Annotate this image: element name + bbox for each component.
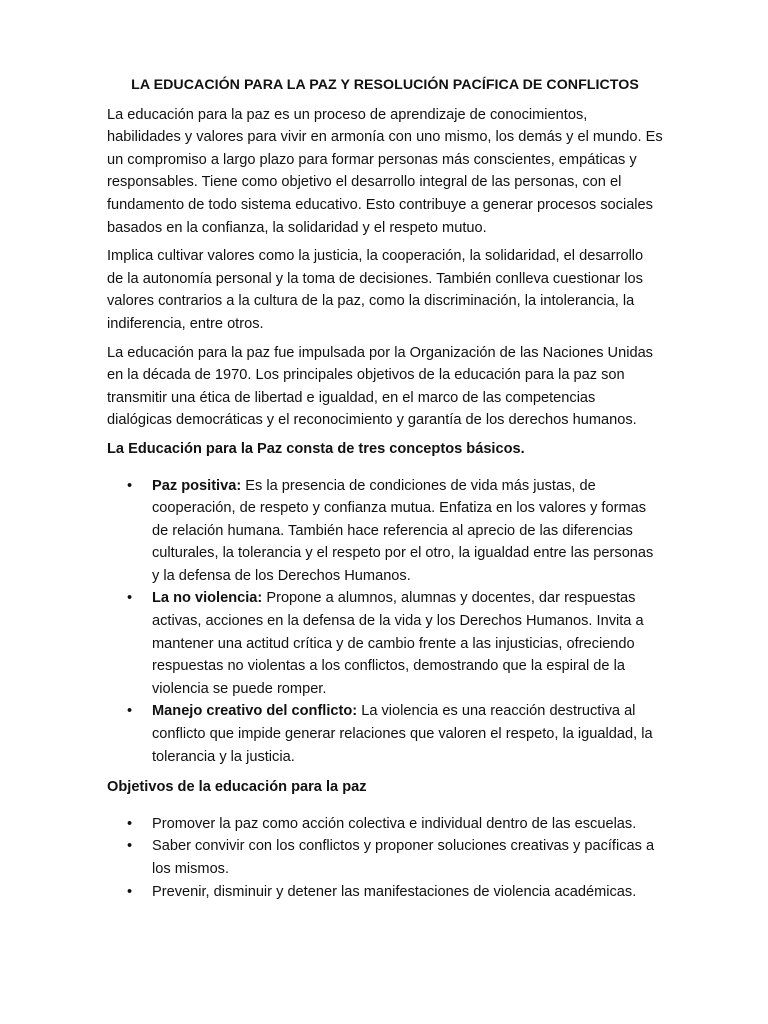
list-item [107,835,663,880]
concept-term: Manejo creativo del conflicto: [152,703,358,720]
objective-text: Saber convivir con los conflictos y proponer soluciones creativas y pacíficas a los mismos. [152,838,655,877]
objectives-heading: Objetivos de la educación para la paz [107,779,367,796]
list-item [107,881,663,904]
bullet-icon: • [127,815,133,832]
concept-text: Propone a alumnos, alumnas y docentes, dar respuestas activas, acciones en la defensa de la vida y los Derechos Humanos. Invita a mantener una actitud crítica y de cambio frente a las injusticias, ofreciendo respuestas no violentas a los conflictos, demostrando que la espiral de la violencia se puede romper. [152,590,644,697]
objectives-list [107,813,663,903]
list-item [107,587,663,700]
bullet-icon: • [127,590,133,607]
concept-term: La no violencia: [152,590,263,607]
bullet-icon: • [127,477,133,494]
concept-term: Paz positiva: [152,477,242,494]
concept-text: Es la presencia de condiciones de vida más justas, de cooperación, de respeto y confianza mutua. Enfatiza en los valores y formas de relación humana. También hace referencia al aprecio de las diferencias culturales, la tolerancia y el respeto por el otro, la igualdad entre las personas y la defensa de los Derechos Humanos. [152,477,654,584]
objective-text: Prevenir, disminuir y detener las manifestaciones de violencia académicas. [152,883,637,900]
objective-text: Promover la paz como acción colectiva e individual dentro de las escuelas. [152,815,637,832]
concepts-list [107,475,663,769]
paragraph-values: Implica cultivar valores como la justicia, la cooperación, la solidaridad, el desarrollo de la autonomía personal y la toma de decisiones. También conlleva cuestionar los valores contrarios a la cultura de la paz, como la discriminación, la intolerancia, la indiferencia, entre otros. [107,248,644,332]
concept-text: La violencia es una reacción destructiva al conflicto que impide generar relaciones que valoren el respeto, la igualdad, la tolerancia y la justicia. [152,703,653,765]
bullet-icon: • [127,703,133,720]
bullet-icon: • [127,883,133,900]
paragraph-intro: La educación para la paz es un proceso de aprendizaje de conocimientos, habilidades y valores para vivir en armonía con uno mismo, los demás y el mundo. Es un compromiso a largo plazo para formar personas más conscientes, empáticas y responsables. Tiene como objetivo el desarrollo integral de las personas, con el fundamento de todo sistema educativo. Esto contribuye a generar procesos sociales basados en la confianza, la solidaridad y el respeto mutuo. [107,106,663,236]
concepts-heading: La Educación para la Paz consta de tres conceptos básicos. [107,440,525,457]
document-page [107,74,663,911]
bullet-icon: • [127,838,133,855]
list-item [107,700,663,768]
list-item [107,813,663,836]
paragraph-history: La educación para la paz fue impulsada por la Organización de las Naciones Unidas en la década de 1970. Los principales objetivos de la educación para la paz son transmitir una ética de libertad e igualdad, en el marco de las competencias dialógicas democráticas y el reconocimiento y garantía de los derechos humanos. [107,344,653,429]
list-item [107,475,663,588]
document-title: LA EDUCACIÓN PARA LA PAZ Y RESOLUCIÓN PACÍFICA DE CONFLICTOS [131,77,639,93]
